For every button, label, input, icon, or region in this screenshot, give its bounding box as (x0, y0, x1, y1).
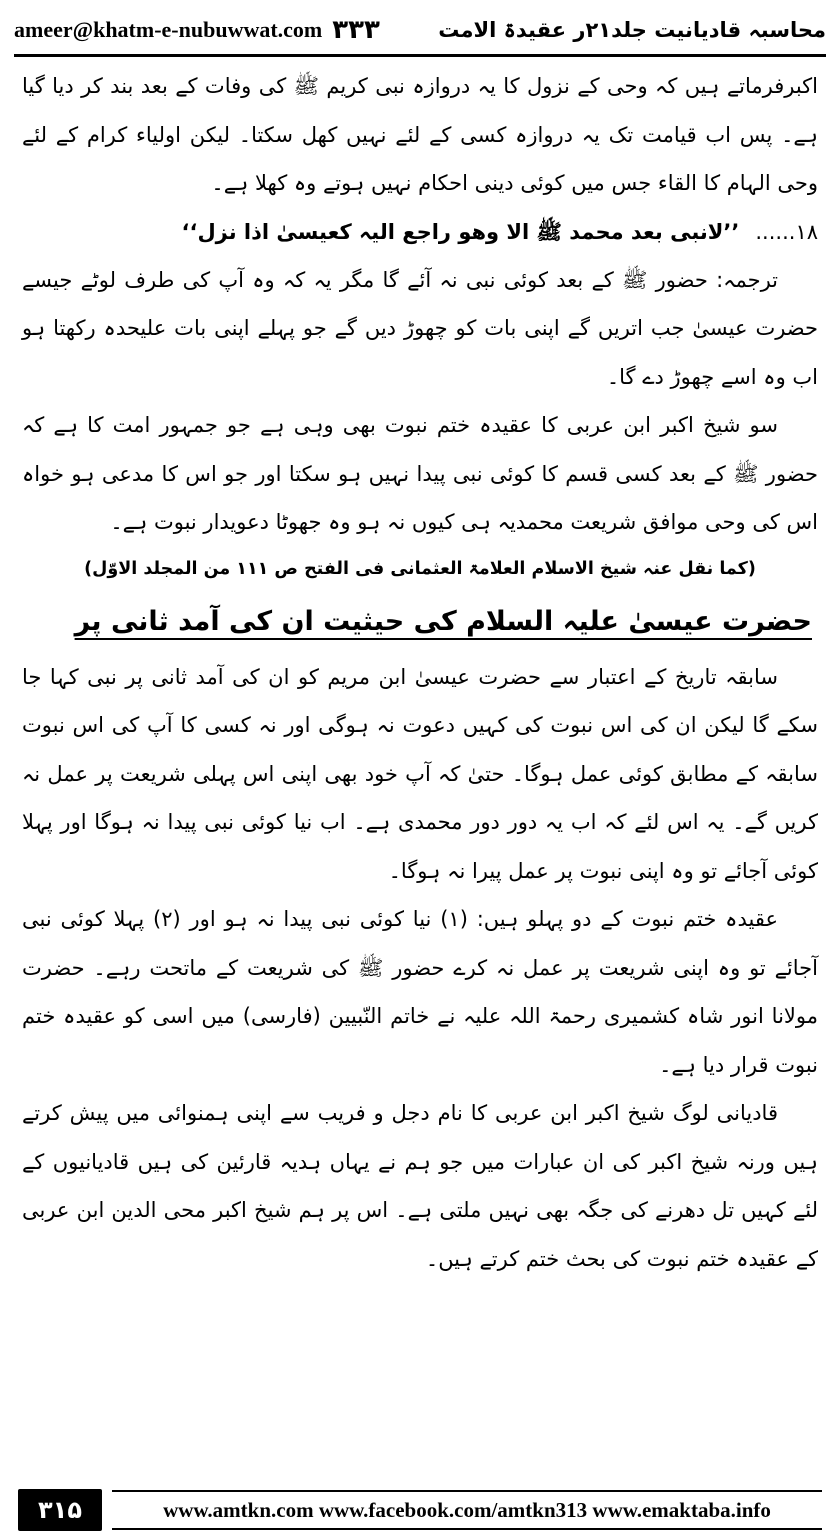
paragraph-5: عقیدہ ختم نبوت کے دو پہلو ہیں: (۱) نیا کوئی نبی پیدا نہ ہو اور (۲) پہلا کوئی نبی آجائے تو وہ اپنی شریعت پر عمل نہ کرے حضور ﷺ کی شریعت کے ماتحت رہے۔ حضرت مولانا انور شاہ کشمیری رحمۃ اللہ علیہ نے خاتم النّبیین (فارسی) میں اسی کو عقیدہ ختم نبوت قرار دیا ہے۔ (22, 907, 818, 1077)
quote-18 (22, 208, 818, 256)
header-book-title: محاسبہ قادیانیت جلد۲۱ر عقیدۃ الامت (438, 18, 826, 42)
quote-number: ۱۸...... (755, 219, 818, 244)
footer-urls: www.amtkn.com www.facebook.com/amtkn313 www.emaktaba.info (112, 1490, 822, 1530)
quote-text: ’’لانبی بعد محمد ﷺ الا وھو راجع الیہ کعیسیٰ اذا نزل‘‘ (181, 219, 740, 244)
header-left (14, 15, 380, 45)
paragraph-translation: ترجمہ: حضور ﷺ کے بعد کوئی نبی نہ آئے گا مگر یہ کہ وہ آپ کی طرف لوٹے جیسے حضرت عیسیٰ جب اتریں گے اپنی بات کو چھوڑ دیں گے جو پہلے اپنی بات علیحدہ رکھتا ہو اب وہ اسے چھوڑ دے گا۔ (22, 267, 818, 389)
footer-page-number: ۳۱۵ (18, 1489, 102, 1531)
paragraph-6: قادیانی لوگ شیخ اکبر ابن عربی کا نام دجل و فریب سے اپنی ہمنوائی میں پیش کرتے ہیں ورنہ شیخ اکبر کی ان عبارات میں جو ہم نے یہاں ہدیہ قارئین کی ہیں قادیانیوں کے لئے کہیں تل دھرنے کی جگہ بھی نہیں ملتی ہے۔ اس پر ہم شیخ اکبر محی الدین ابن عربی کے عقیدہ ختم نبوت کی بحث ختم کرتے ہیں۔ (22, 1101, 818, 1271)
paragraph-4: سابقہ تاریخ کے اعتبار سے حضرت عیسیٰ ابن مریم کو ان کی آمد ثانی پر نبی کہا جا سکے گا لیکن ان کی اس نبوت کی کہیں دعوت نہ ہوگی اور نہ کسی کا آپ کی اس نبوت سابقہ کے مطابق کوئی عمل ہوگا۔ حتیٰ کہ آپ خود بھی اپنی اس پہلی شریعت پر عمل نہ کریں گے۔ یہ اس لئے کہ اب یہ دور دور محمدی ہے۔ اب نیا کوئی نبی پیدا نہ ہوگا اور پہلا کوئی آجائے تو وہ اپنی نبوت پر عمل پیرا نہ ہوگا۔ (22, 664, 818, 883)
page-header (14, 6, 826, 57)
header-page-number: ۳۳۳ (332, 15, 380, 45)
citation: (کما نقل عنہ شیخ الاسلام العلامۃ العثمانی فی الفتح ص ۱۱۱ من المجلد الاوّل) (84, 558, 756, 579)
paragraph-3: سو شیخ اکبر ابن عربی کا عقیدہ ختم نبوت بھی وہی ہے جو جمہور امت کا ہے کہ حضور ﷺ کے بعد کسی قسم کا کوئی نبی پیدا نہیں ہو سکتا اور جو اس کا مدعی ہو خواہ اس کی وحی موافق شریعت محمدیہ ہی کیوں نہ ہو وہ جھوٹا دعویدار نبوت ہے۔ (22, 413, 818, 534)
section-heading: حضرت عیسیٰ علیہ السلام کی حیثیت ان کی آمد ثانی پر (74, 605, 812, 637)
paragraph-1: اکبرفرماتے ہیں کہ وحی کے نزول کا یہ دروازہ نبی کریم ﷺ کی وفات کے بعد بند کر دیا گیا ہے۔ پس اب قیامت تک یہ دروازہ کسی کے لئے نہیں کھل سکتا۔ لیکن اولیاء کرام کے لئے وحی الہام کا القاء جس میں کوئی دینی احکام نہیں ہوتے وہ کھلا ہے۔ (22, 74, 818, 195)
page-footer (18, 1489, 822, 1531)
page-content (22, 62, 818, 1283)
header-email: ameer@khatm-e-nubuwwat.com (14, 17, 323, 42)
